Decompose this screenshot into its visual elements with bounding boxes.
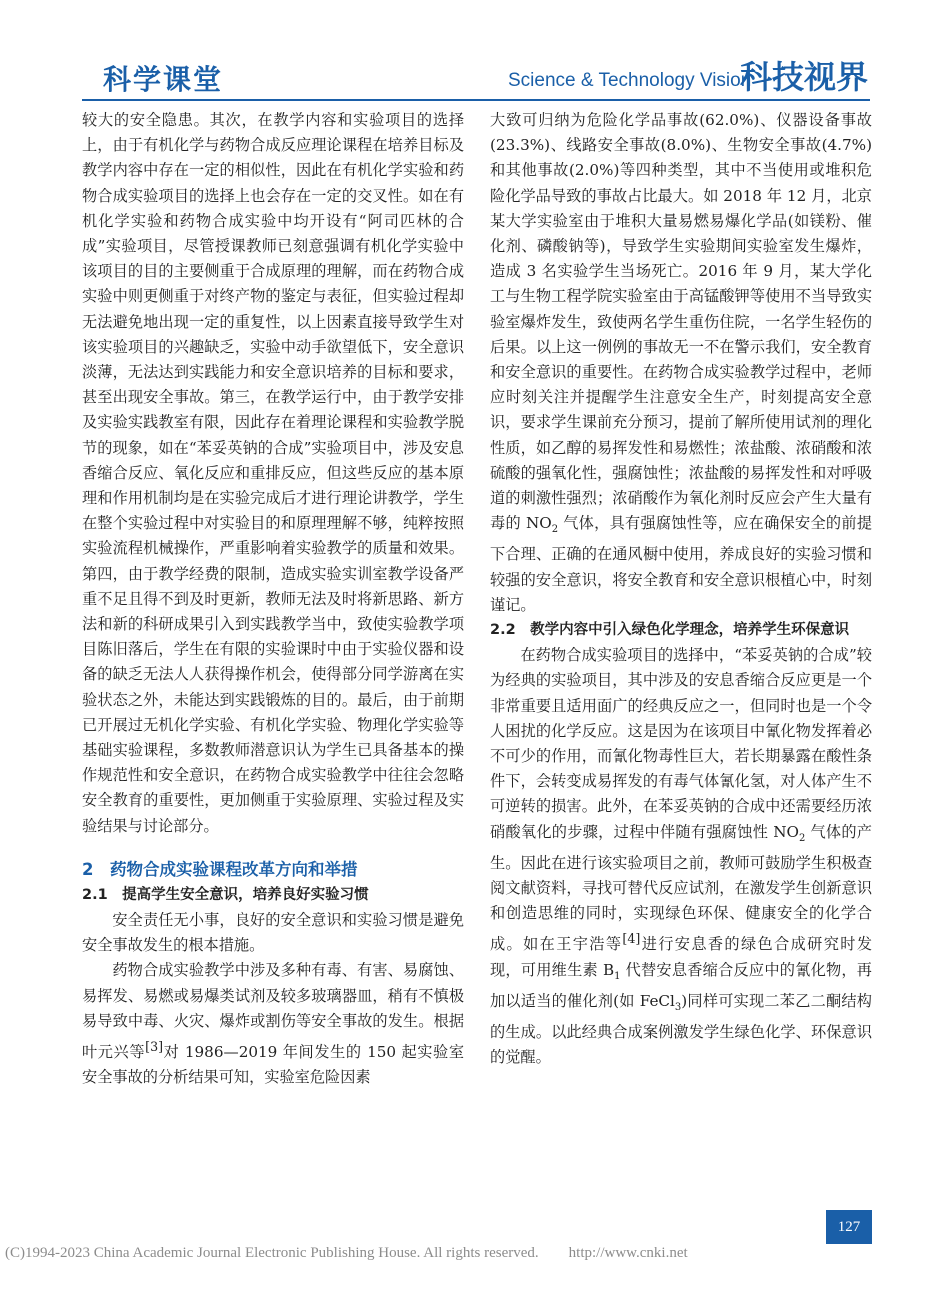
subscript: 1 — [614, 970, 621, 982]
subscript: 2 — [551, 524, 559, 536]
subsection-heading-2-1: 2.1 提高学生安全意识，培养良好实验习惯 — [82, 886, 369, 903]
journal-name-cn: 科技视界 — [740, 58, 869, 96]
text-run: )同样可实现二苯乙二酮结构的生成。以此经典合成案例激发学生绿色化学、环保意识的觉醒。 — [490, 991, 872, 1067]
header-rule — [82, 99, 870, 101]
journal-name-en: Science & Technology Vision — [508, 70, 752, 91]
left-paragraph-3 — [82, 958, 464, 1090]
section-spacer — [82, 839, 464, 857]
text-run: 气体的产生。因此在进行该实验项目之前，教师可鼓励学生积极查阅文献资料，寻找可替代反应试剂，在激发学生创新意识和创造思维的同时，实现绿色环保、健康安全的化学合成。如在王宇浩等 — [490, 822, 872, 954]
citation-ref: [4] — [622, 931, 641, 947]
right-column — [490, 108, 872, 1071]
subscript: 2 — [798, 832, 806, 844]
left-paragraph-2: 安全责任无小事，良好的安全意识和实验习惯是避免安全事故发生的根本措施。 — [82, 910, 464, 955]
text-run: 气体，具有强腐蚀性等，应在确保安全的前提下合理、正确的在通风橱中使用，养成良好的实验习惯和较强的安全意识，将安全教育和安全意识根植心中，时刻谨记。 — [490, 514, 873, 614]
right-paragraph-2 — [490, 643, 872, 1070]
section-title: 科学课堂 — [103, 63, 224, 96]
subscript: 3 — [674, 1001, 682, 1013]
right-paragraph-1 — [490, 108, 872, 618]
citation-ref: [3] — [145, 1038, 164, 1054]
text-run: 在药物合成实验项目的选择中，“苯妥英钠的合成”较为经典的实验项目，其中涉及的安息香缩合反应更是一个非常重要且适用面广的经典反应之一，但同时也是一个令人困扰的化学反应。这是因为在该项目中氰化物发挥着必不可少的作用，而氰化物毒性巨大，若长期暴露在酸性条件下，会转变成易挥发的有毒气体氰化氢，对人体产生不可逆转的损害。此外，在苯妥英钠的合成中还需要经历浓硝酸氧化的步骤，过程中伴随有强腐蚀性 NO — [490, 646, 872, 841]
text-run: 药物合成实验教学中涉及多种有毒、有害、易腐蚀、易挥发、易燃或易爆类试剂及较多玻璃器皿，稍有不慎极易导致中毒、火灾、爆炸或割伤等安全事故的发生。根据叶元兴等 — [82, 961, 464, 1061]
copyright-footer: (C)1994-2023 China Academic Journal Electronic Publishing House. All rights reserved. http://www.cnki.net — [5, 1245, 688, 1261]
text-run: 进行安息香的绿色合成研究时发现，可用维生素 B — [490, 935, 873, 979]
left-paragraph-1: 较大的安全隐患。其次，在教学内容和实验项目的选择上，由于有机化学与药物合成反应理论课程在培养目标及教学内容中存在一定的相似性，因此在有机化学实验和药物合成实验项目的选择上也会存在一定的交叉性。如在有机化学实验和药物合成实验中均开设有“阿司匹林的合成”实验项目，尽管授课教师已刻意强调有机化学实验中该项目的目的主要侧重于合成原理的理解，而在药物合成实验中则更侧重于对终产物的鉴定与表征，但实验过程却无法避免地出现一定的重复性，以上因素直接导致学生对该实验项目的兴趣缺乏，实验中动手欲望低下，安全意识淡薄，无法达到实践能力和安全意识培养的目标和要求，甚至出现安全事故。第三，在教学运行中，由于教学安排及实验实践教室有限，因此存在着理论课程和实验教学脱节的现象，如在“苯妥英钠的合成”实验项目中，涉及安息香缩合反应、氧化反应和重排反应，但这些反应的基本原理和作用机制均是在实验完成后才进行理论讲教学，学生在整个实验过程中对实验目的和原理理解不够，纯粹按照实验流程机械操作，严重影响着实验教学的质量和效果。第四，由于教学经费的限制，造成实验实训室教学设备严重不足且得不到及时更新，教师无法及时将新思路、新方法和新的科研成果引入到实践教学当中，致使实验教学项目陈旧落后，学生在有限的实验课时中由于实验仪器和设备的缺乏无法人人获得操作机会，使得部分同学游离在实验状态之外，未能达到实践锻炼的目的。最后，由于前期已开展过无机化学实验、有机化学实验、物理化学实验等基础实验课程，多数教师潜意识认为学生已具备基本的操作规范性和安全意识，在药物合成实验教学中往往会忽略安全教育的重要性，更加侧重于实验原理、实验过程及实验结果与讨论部分。 — [82, 111, 464, 835]
left-column — [82, 108, 464, 1090]
subsection-heading-2-2: 2.2 教学内容中引入绿色化学理念，培养学生环保意识 — [490, 622, 850, 639]
text-run: 大致可归纳为危险化学品事故(62.0%)、仪器设备事故(23.3%)、线路安全事故(8.0%)、生物安全事故(4.7%)和其他事故(2.0%)等四种类型，其中不当使用或堆积危险化学品导致的事故占比最大。如 2018 年 12 月，北京某大学实验室由于堆积大量易燃易爆化学品(如镁粉、催化剂、磷酸钠等)，导致学生实验期间实验室发生爆炸，造成 3 名实验学生当场死亡。2016 年 9 月，某大学化工与生物工程学院实验室由于高锰酸钾等使用不当导致实验室爆炸发生，致使两名学生重伤住院，一名学生轻伤的后果。以上这一例例的事故无一不在警示我们，安全教育和安全意识的重要性。在药物合成实验教学过程中，老师应时刻关注并提醒学生注意安全生产，时刻提高安全意识，要求学生课前充分预习，提前了解所使用试剂的理化性质，如乙醇的易挥发性和易燃性；浓盐酸、浓硝酸和浓硫酸的强氧化性，强腐蚀性；浓盐酸的易挥发性和对呼吸道的刺激性强烈；浓硝酸作为氧化剂时反应会产生大量有毒的 NO — [490, 111, 872, 533]
page-number: 127 — [826, 1210, 872, 1244]
text-run: 对 1986—2019 年间发生的 150 起实验室安全事故的分析结果可知，实验室危险因素 — [82, 1042, 465, 1087]
text-run: 代替安息香缩合反应中的氰化物，再加以适当的催化剂(如 FeCl — [490, 960, 872, 1010]
section-heading-2: 2 药物合成实验课程改革方向和举措 — [82, 859, 358, 879]
